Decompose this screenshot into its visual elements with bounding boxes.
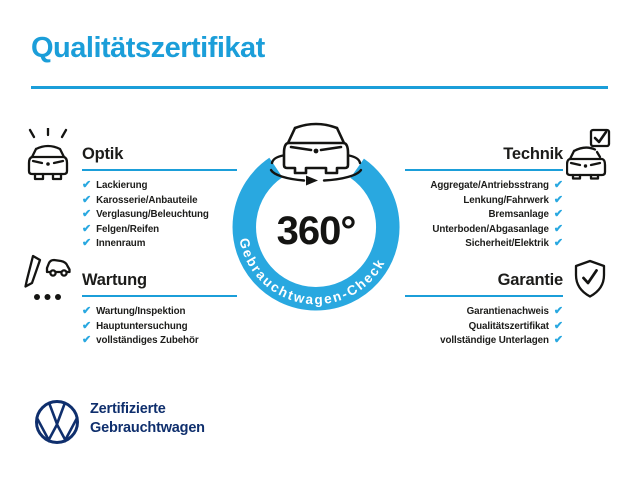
list-item-label: Wartung/Inspektion <box>96 306 186 318</box>
car-rotation-icon <box>271 124 361 186</box>
list-item <box>368 333 563 348</box>
list-item <box>82 333 277 348</box>
list-item-label: Bremsanlage <box>488 209 549 221</box>
check-icon: ✔ <box>553 179 563 192</box>
service-record-icon <box>23 252 73 306</box>
check-icon: ✔ <box>553 193 563 206</box>
car-front-lights-icon <box>26 128 70 185</box>
check-icon: ✔ <box>82 193 92 206</box>
footer-brand-text <box>90 400 205 438</box>
check-icon: ✔ <box>553 208 563 221</box>
list-item-label: Hauptuntersuchung <box>96 320 188 332</box>
360-label: 360° <box>276 209 356 253</box>
title-divider <box>31 86 608 89</box>
check-icon: ✔ <box>553 319 563 332</box>
list-item-label: Lackierung <box>96 180 148 192</box>
list-item-label: Qualitätszertifikat <box>468 320 549 332</box>
check-icon: ✔ <box>82 208 92 221</box>
vw-logo <box>33 398 81 446</box>
list-item-label: Felgen/Reifen <box>96 223 160 235</box>
check-icon: ✔ <box>82 334 92 347</box>
check-icon: ✔ <box>82 222 92 235</box>
list-item-label: Unterboden/Abgasanlage <box>432 223 549 235</box>
check-icon: ✔ <box>553 222 563 235</box>
check-icon: ✔ <box>82 237 92 250</box>
check-icon: ✔ <box>553 237 563 250</box>
check-icon: ✔ <box>82 319 92 332</box>
shield-check-icon <box>573 259 607 299</box>
section-divider <box>405 169 563 172</box>
list-item-label: vollständige Unterlagen <box>440 335 549 347</box>
360-check-badge <box>211 112 423 330</box>
list-item-label: Aggregate/Antriebsstrang <box>430 180 549 192</box>
car-checkbox-icon <box>566 128 612 180</box>
section-divider <box>405 295 563 298</box>
list-item-label: Lenkung/Fahrwerk <box>463 194 549 206</box>
page-title: Qualitätszertifikat <box>31 32 265 64</box>
list-item-label: Garantienachweis <box>466 306 549 318</box>
list-item-label: Innenraum <box>96 238 146 250</box>
footer-line-2: Gebrauchtwagen <box>90 420 205 436</box>
check-icon: ✔ <box>82 305 92 318</box>
list-item-label: Verglasung/Beleuchtung <box>96 209 209 221</box>
ring-curved-label: Gebrauchtwagen-Check <box>236 236 389 308</box>
section-title-technik: Technik <box>503 145 563 163</box>
section-title-optik: Optik <box>82 145 124 163</box>
list-item-label: Karosserie/Anbauteile <box>96 194 198 206</box>
section-title-garantie: Garantie <box>497 271 563 289</box>
footer-line-1: Zertifizierte <box>90 401 166 417</box>
section-title-wartung: Wartung <box>82 271 147 289</box>
list-item-label: Sicherheit/Elektrik <box>465 238 549 250</box>
check-icon: ✔ <box>553 305 563 318</box>
check-icon: ✔ <box>82 179 92 192</box>
list-item-label: vollständiges Zubehör <box>96 335 199 347</box>
check-icon: ✔ <box>553 334 563 347</box>
